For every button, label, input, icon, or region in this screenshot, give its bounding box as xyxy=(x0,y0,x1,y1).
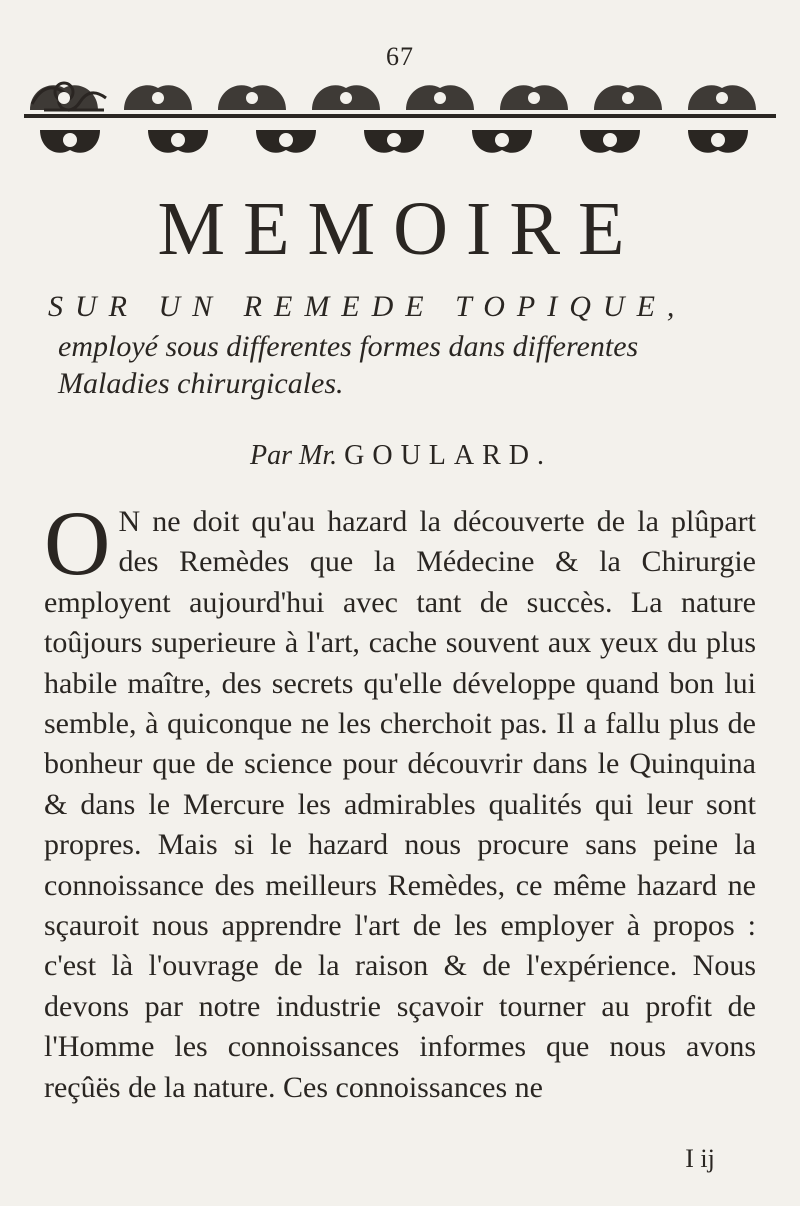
ornamental-headpiece-icon xyxy=(24,70,776,180)
drop-cap: O xyxy=(44,492,111,594)
page-number: 67 xyxy=(386,42,414,71)
body-paragraph xyxy=(44,492,756,1108)
subtitle-line-2: employé sous differentes formes dans differentes xyxy=(58,330,639,363)
subtitle-line-1: SUR UN REMEDE TOPIQUE, xyxy=(48,290,687,323)
page-title: MEMOIRE xyxy=(157,187,643,271)
body-text: N ne doit qu'au hazard la découverte de la plûpart des Remèdes que la Médecine & la Chirurgie employent aujourd'hui avec tant de succès. La nature toûjours superieure à l'art, cache souvent aux yeux du plus habile maître, des secrets qu'elle développe quand bon lui semble, à quiconque ne les cherchoit pas. Il a fallu plus de bonheur que de science pour découvrir dans le Quinquina & dans le Mercure les admirables qualités qui leur sont propres. Mais si le hazard nous procure sans peine la connoissance des meilleurs Remèdes, ce même hazard ne sçauroit nous apprendre l'art de les employer à propos : c'est là l'ouvrage de la raison & de l'expérience. Nous devons par notre industrie sçavoir tourner au profit de l'Homme les connoissances informes que nous avons reçûës de la nature. Ces connoissances ne xyxy=(44,505,756,1104)
subtitle-line-3: Maladies chirurgicales. xyxy=(58,367,344,400)
author-name: GOULARD. xyxy=(344,440,553,471)
signature-mark: I ij xyxy=(685,1144,715,1173)
author-prefix: Par Mr. xyxy=(250,440,338,471)
author-line xyxy=(250,440,750,472)
